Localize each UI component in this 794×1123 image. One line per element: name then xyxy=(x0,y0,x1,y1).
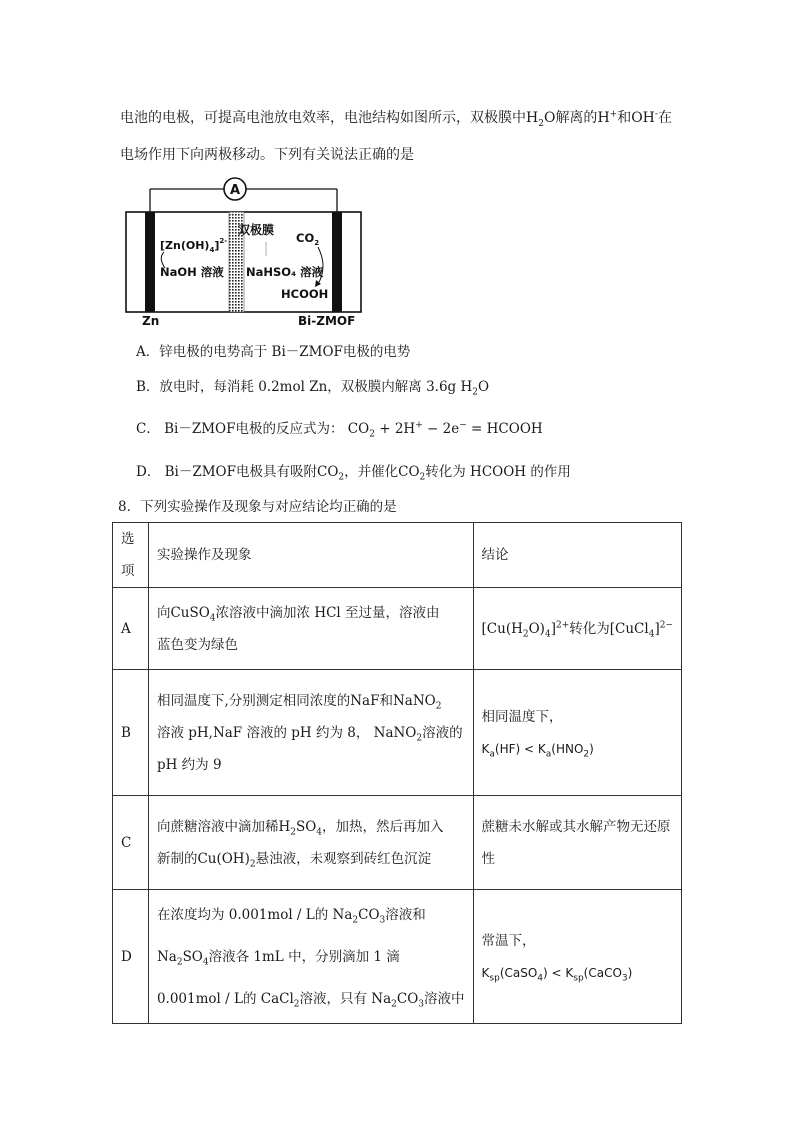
membrane-label: 双极膜 xyxy=(237,223,275,237)
zn-label: Zn xyxy=(142,314,160,328)
cell-line: 0.001mol / L的 CaCl$_2$溶液，只有 $Na_2CO_3$溶液中 xyxy=(156,990,465,1010)
subscript: 2 xyxy=(338,472,345,483)
cell-line: 新制的$Cu(OH)_2$悬浊液，未观察到砖红色沉淀 xyxy=(156,850,432,870)
option-b-text: B．放电时，每消耗 0.2mol Zn，双极膜内解离 3.6g H xyxy=(136,379,473,395)
subscript: 2 xyxy=(369,429,375,440)
row-conclusion xyxy=(473,890,681,1024)
subscript: 2 xyxy=(419,472,426,483)
header-conclusion: 结论 xyxy=(473,523,681,588)
row-key: B xyxy=(113,670,149,796)
table-header-row xyxy=(113,523,682,588)
header-option: 选项 xyxy=(113,523,149,588)
option-c-text: − 2e xyxy=(422,421,460,437)
option-a: A．锌电极的电势高于 Bi－ZMOF电极的电势 xyxy=(136,344,411,360)
option-c xyxy=(136,419,543,439)
cell-line: 向CuSO$_4$浓溶液中滴加浓 HCl 至过量，溶液由 xyxy=(156,604,440,624)
row-operation xyxy=(148,796,473,890)
formula-oh: OH xyxy=(631,110,655,126)
formula-hplus: H xyxy=(597,110,610,126)
option-d-text: 转化为 HCOOH 的作用 xyxy=(425,464,571,480)
row-conclusion xyxy=(473,670,681,796)
cell-line: 常温下， xyxy=(481,932,536,949)
table-row xyxy=(113,796,682,890)
row-operation xyxy=(148,890,473,1024)
subscript: 2 xyxy=(538,118,544,129)
row-key: D xyxy=(113,890,149,1024)
superscript: - xyxy=(654,109,658,120)
cell-line: 相同温度下,分别测定相同浓度的NaF和NaNO$_2$ xyxy=(156,692,442,712)
intro-text: 在 xyxy=(657,110,672,126)
cell-line: 相同温度下， xyxy=(481,708,563,725)
co2-label: $CO_2$ xyxy=(296,231,320,247)
table-row xyxy=(113,670,682,796)
superscript: + xyxy=(415,420,423,431)
cell-line: pH 约为 9 xyxy=(156,756,222,773)
cell-line: $Na_2SO_4$溶液各 1mL 中，分别滴加 1 滴 xyxy=(156,948,400,968)
table-row xyxy=(113,588,682,670)
option-d-text: D． Bi－ZMOF电极具有吸附CO xyxy=(136,464,339,480)
bizmof-label: Bi-ZMOF xyxy=(298,314,356,328)
formula-h2o-tail: O xyxy=(543,110,556,126)
battery-diagram xyxy=(118,172,368,332)
option-c-text: = HCOOH xyxy=(466,421,543,437)
cell-line: 蓝色变为绿色 xyxy=(156,636,238,653)
header-operation: 实验操作及现象 xyxy=(148,523,473,588)
intro-text: 电池的电极，可提高电池放电效率，电池结构如图所示，双极膜中 xyxy=(120,110,526,126)
cell-line: 性 xyxy=(481,850,496,867)
q8-stem: 8．下列实验操作及现象与对应结论均正确的是 xyxy=(118,499,397,515)
left-solution-label: NaOH 溶液 xyxy=(160,265,224,279)
right-solution-label: NaHSO₄ 溶液 xyxy=(246,265,324,279)
intro-line-1 xyxy=(120,108,672,128)
cell-line: 溶液 pH,NaF 溶液的 pH 约为 8， NaNO$_2$溶液的 xyxy=(156,724,463,744)
option-c-text: + 2H xyxy=(374,421,416,437)
row-key: A xyxy=(113,588,149,670)
option-c-text: C． Bi－ZMOF电极的反应式为： CO xyxy=(136,421,370,437)
ammeter-label: A xyxy=(229,183,241,198)
bizmof-electrode xyxy=(332,212,342,312)
option-d-text: ，并催化CO xyxy=(344,464,420,480)
row-operation xyxy=(148,588,473,670)
option-b xyxy=(136,377,489,397)
superscript: + xyxy=(609,109,618,120)
cell-line: $[Cu(H_2O)_4]^{2+}$转化为[CuCl$_4$]$^{2-}$ xyxy=(481,620,673,640)
cell-line: 蔗糖未水解或其水解产物无还原 xyxy=(481,818,671,835)
table-row xyxy=(113,890,682,1024)
intro-line-2: 电场作用下向两极移动。下列有关说法正确的是 xyxy=(120,147,414,163)
option-d xyxy=(136,462,571,482)
row-operation xyxy=(148,670,473,796)
formula-h2o: H xyxy=(526,110,539,126)
superscript: − xyxy=(459,420,467,431)
intro-text: 解离的 xyxy=(555,110,598,126)
zincate-label: $[Zn(OH)_4]^{2-}$ xyxy=(160,237,228,254)
cell-line: $K_a(HF) < K_a(HNO_2)$ xyxy=(481,741,594,759)
q8-table xyxy=(112,522,682,1024)
cell-line: $K_{sp}(CaSO_4)$ < $K_{sp}(CaCO_3)$ xyxy=(481,965,633,983)
zn-electrode xyxy=(145,212,155,312)
row-key: C xyxy=(113,796,149,890)
cell-line: 向蔗糖溶液中滴加稀$H_2SO_4$，加热，然后再加入 xyxy=(156,818,444,838)
cell-line: 在浓度均为 0.001mol / L的 $Na_2CO_3$溶液和 xyxy=(156,906,426,926)
intro-text: 和 xyxy=(617,110,632,126)
row-conclusion xyxy=(473,588,681,670)
subscript: 2 xyxy=(472,387,478,398)
row-conclusion xyxy=(473,796,681,890)
product-label: HCOOH xyxy=(281,287,329,301)
option-b-tail: O xyxy=(478,379,490,395)
